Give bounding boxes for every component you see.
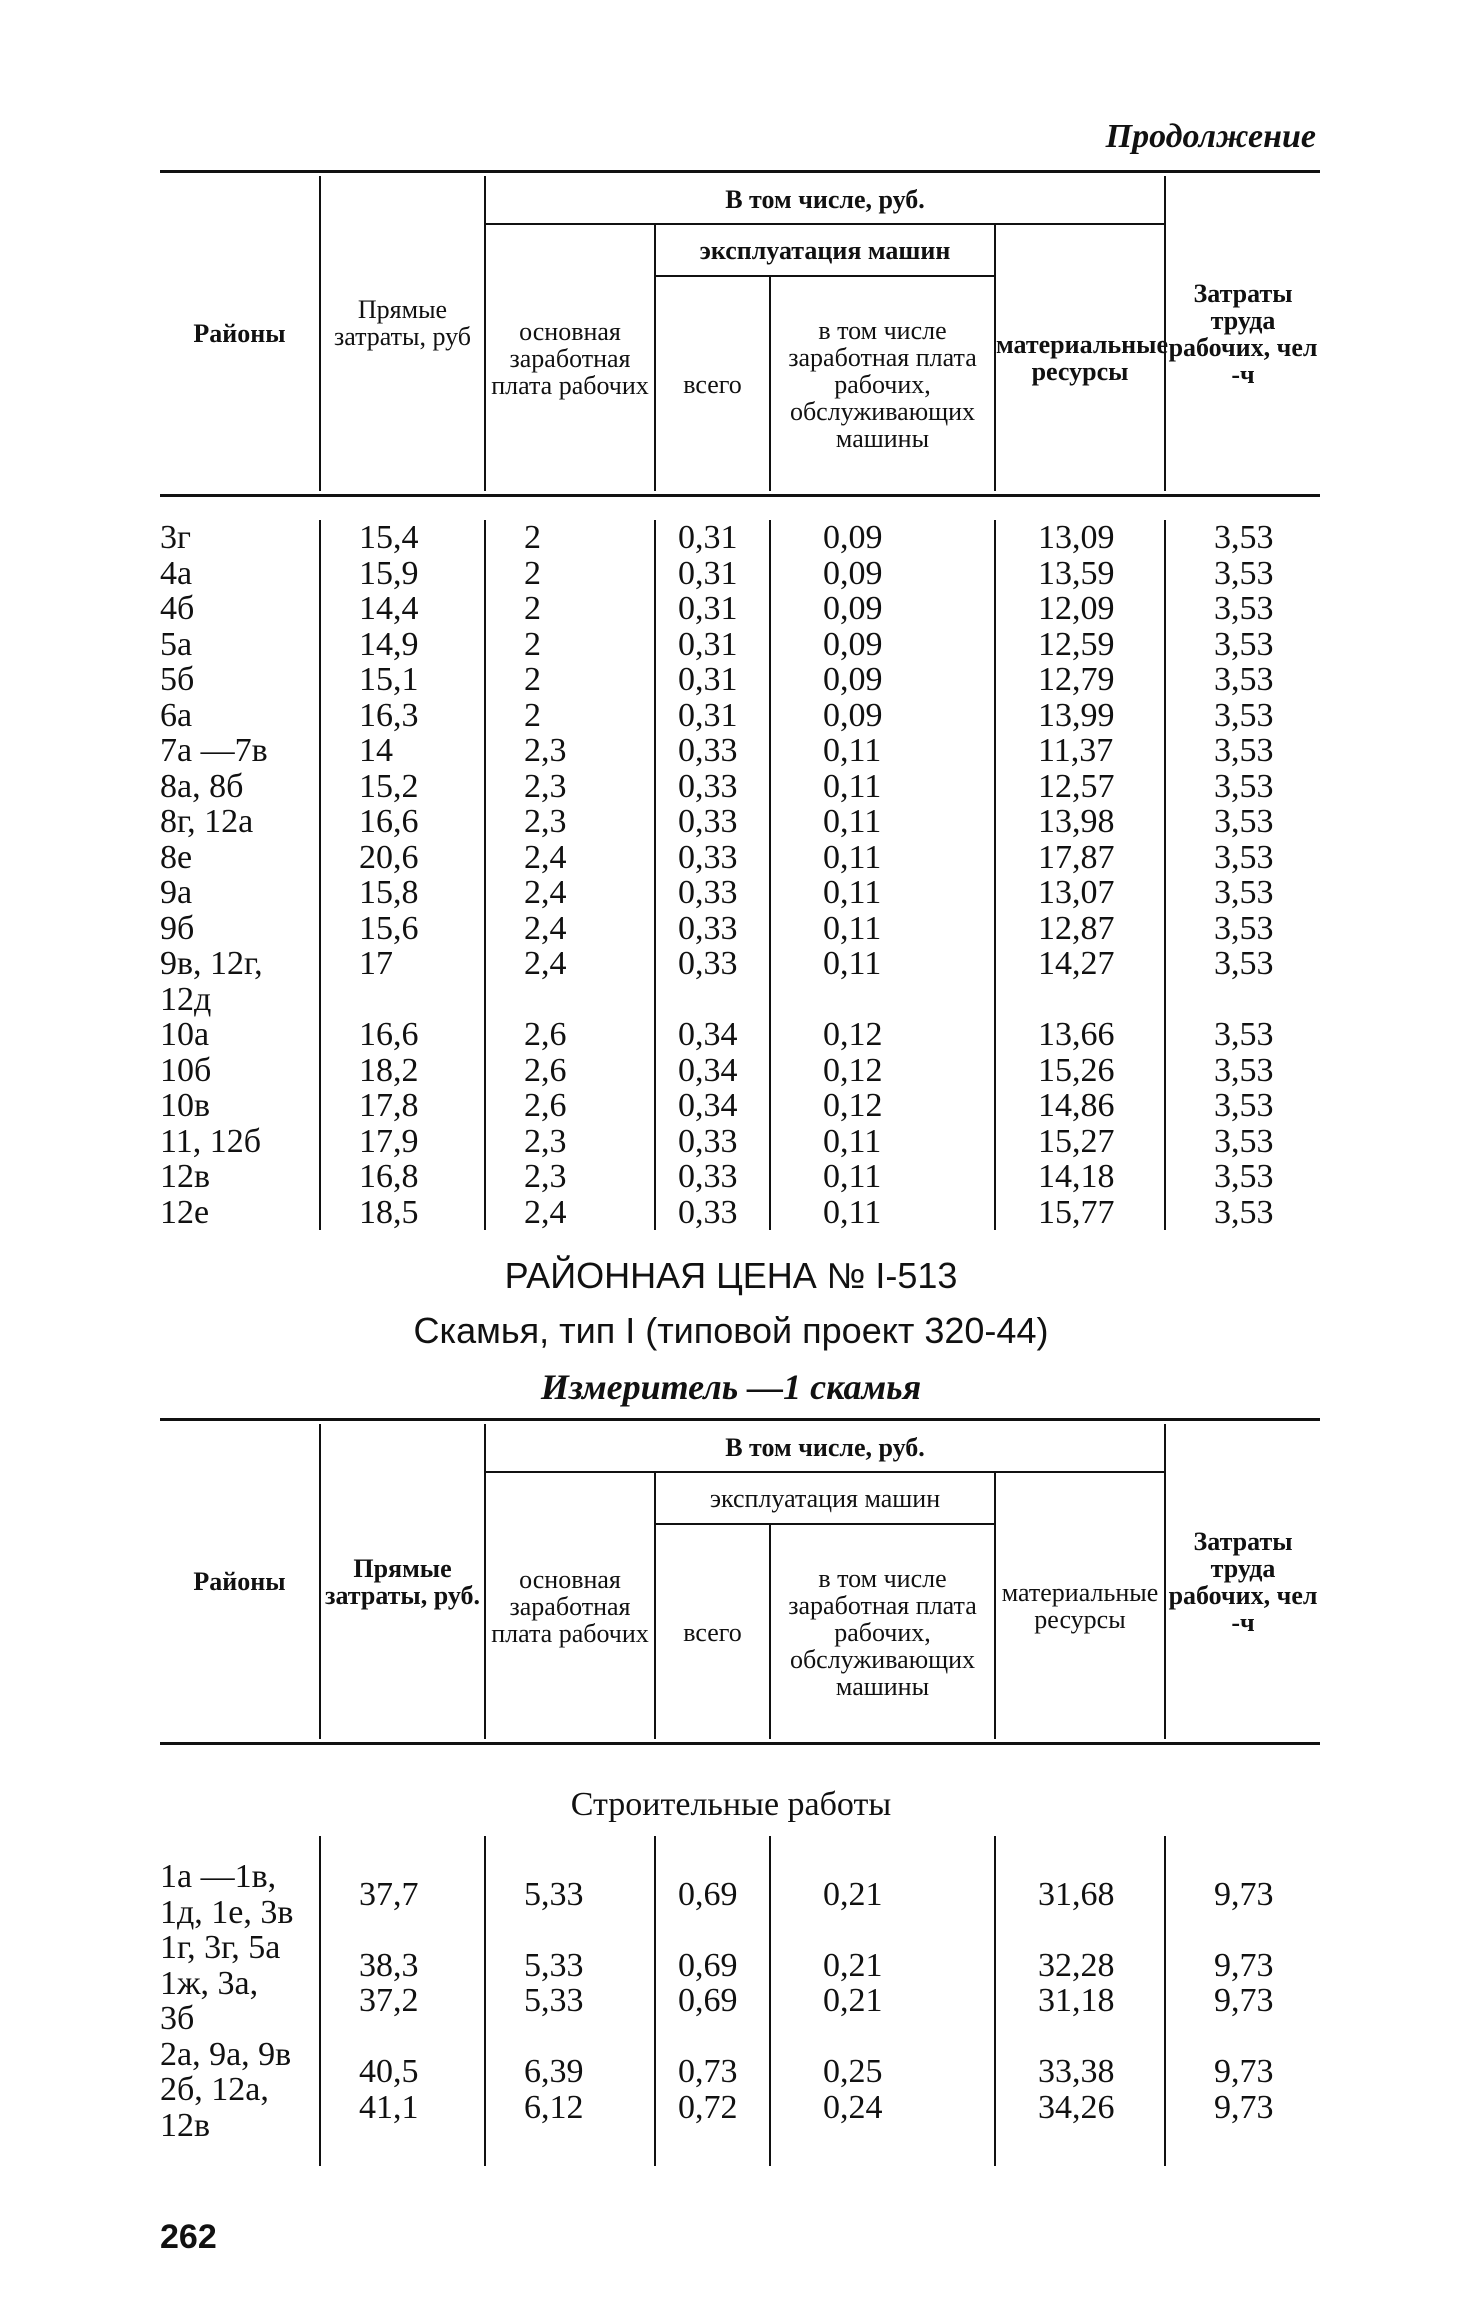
t1-mwage-cell: 0,09 (823, 625, 883, 663)
t1-labor-cell: 3,53 (1214, 767, 1274, 805)
t2-mwage-cell: 0,24 (823, 2088, 883, 2126)
t1-materials-cell: 12,57 (1038, 767, 1115, 805)
t1-direct-cell: 17,8 (359, 1087, 419, 1124)
t2-header-machine-wage: в том числе заработная плата рабочих, обслуживающих машины (770, 1524, 995, 1739)
t1-region-cell: 9б (160, 909, 195, 947)
t1-header-total: всего (655, 276, 770, 491)
t1-materials-cell: 13,59 (1038, 554, 1115, 592)
t1-total-cell: 0,34 (678, 1016, 738, 1053)
t1-materials-cell: 15,26 (1038, 1051, 1115, 1089)
t1-labor-cell: 3,53 (1214, 519, 1274, 556)
t2-header-direct-costs: Прямые затраты, руб. (320, 1424, 485, 1739)
t2-total-cell: 0,69 (678, 1982, 738, 2020)
t2-wage-cell: 5,33 (524, 1875, 584, 1913)
t1-direct-cell: 15,8 (359, 874, 419, 911)
t1-labor-cell: 3,53 (1214, 590, 1274, 627)
t1-mwage-cell: 0,09 (823, 590, 883, 627)
t2-region-cell: 12в (160, 2106, 211, 2144)
t1-materials-cell: 13,66 (1038, 1016, 1115, 1053)
t1-region-cell: 11, 12б (160, 1122, 262, 1160)
t1-direct-cell: 16,6 (359, 803, 419, 840)
t1-labor-cell: 3,53 (1214, 803, 1274, 840)
t1-labor-cell: 3,53 (1214, 1122, 1274, 1160)
t1-region-cell: 10в (160, 1087, 211, 1124)
t1-wage-cell: 2 (524, 554, 541, 592)
t1-total-cell: 0,33 (678, 1158, 738, 1195)
table1-body (160, 520, 1320, 1230)
t1-materials-cell: 17,87 (1038, 838, 1115, 876)
t2-labor-cell: 9,73 (1214, 1946, 1274, 1984)
t1-header-materials: материальные ресурсы (995, 224, 1165, 491)
t1-labor-cell: 3,53 (1214, 1016, 1274, 1053)
t1-materials-cell: 11,37 (1038, 732, 1114, 769)
t1-direct-cell: 15,1 (359, 661, 419, 698)
t2-direct-cell: 40,5 (359, 2053, 419, 2091)
t2-materials-cell: 33,38 (1038, 2053, 1115, 2091)
t2-wage-cell: 5,33 (524, 1946, 584, 1984)
t1-mwage-cell: 0,09 (823, 519, 883, 556)
t1-labor-cell: 3,53 (1214, 1051, 1274, 1089)
t1-mwage-cell: 0,09 (823, 661, 883, 698)
t1-region-cell: 8г, 12а (160, 803, 254, 840)
t1-wage-cell: 2 (524, 661, 541, 698)
t1-mwage-cell: 0,11 (823, 945, 882, 982)
t1-labor-cell: 3,53 (1214, 909, 1274, 947)
t2-region-cell: 1г, 3г, 5а (160, 1929, 281, 1966)
t2-direct-cell: 37,2 (359, 1982, 419, 2020)
t1-region-cell: 8а, 8б (160, 767, 244, 805)
t1-total-cell: 0,31 (678, 696, 738, 734)
t1-mwage-cell: 0,11 (823, 874, 882, 911)
t1-labor-cell: 3,53 (1214, 945, 1274, 982)
t1-region-cell: 8е (160, 838, 193, 876)
t1-direct-cell: 14,4 (359, 590, 419, 627)
t1-total-cell: 0,34 (678, 1051, 738, 1089)
t1-total-cell: 0,33 (678, 767, 738, 805)
t2-header-base-wage: основная заработная плата рабочих (485, 1472, 655, 1739)
t1-materials-cell: 14,27 (1038, 945, 1115, 982)
item-subtitle: Скамья, тип I (типовой проект 320-44) (413, 1310, 1049, 1351)
table2-header (160, 1424, 1320, 1739)
t2-region-cell: 1ж, 3а, (160, 1964, 259, 2002)
t1-total-cell: 0,31 (678, 661, 738, 698)
t1-materials-cell: 13,07 (1038, 874, 1115, 911)
table2-top-rule (160, 1418, 1320, 1421)
t1-mwage-cell: 0,11 (823, 838, 882, 876)
t1-region-cell: 10а (160, 1016, 210, 1053)
t1-direct-cell: 17 (359, 945, 393, 982)
section-label: Строительные работы (570, 1786, 892, 1823)
t1-materials-cell: 15,77 (1038, 1193, 1115, 1231)
t1-materials-cell: 12,59 (1038, 625, 1115, 663)
t1-wage-cell: 2,4 (524, 838, 567, 876)
t1-wage-cell: 2,4 (524, 1193, 567, 1231)
t1-materials-cell: 14,86 (1038, 1087, 1115, 1124)
t1-mwage-cell: 0,11 (823, 909, 882, 947)
t2-labor-cell: 9,73 (1214, 2053, 1274, 2091)
t1-header-labor: Затраты труда рабочих, чел -ч (1165, 176, 1320, 491)
measure-unit: Измеритель —1 скамья (540, 1367, 922, 1407)
t1-mwage-cell: 0,11 (823, 803, 882, 840)
t1-region-cell: 7а —7в (160, 732, 268, 769)
t1-materials-cell: 12,09 (1038, 590, 1115, 627)
t1-direct-cell: 16,3 (359, 696, 419, 734)
t1-labor-cell: 3,53 (1214, 1087, 1274, 1124)
t1-wage-cell: 2 (524, 625, 541, 663)
t2-labor-cell: 9,73 (1214, 2088, 1274, 2126)
t1-wage-cell: 2,3 (524, 732, 567, 769)
t1-total-cell: 0,33 (678, 838, 738, 876)
t2-header-total: всего (655, 1524, 770, 1739)
t2-region-cell: 1д, 1е, 3в (160, 1893, 294, 1931)
t1-total-cell: 0,31 (678, 519, 738, 556)
t2-materials-cell: 31,68 (1038, 1875, 1115, 1913)
t1-labor-cell: 3,53 (1214, 696, 1274, 734)
t2-mwage-cell: 0,21 (823, 1946, 883, 1984)
t1-total-cell: 0,31 (678, 590, 738, 627)
page-number: 262 (160, 2218, 217, 2256)
t1-region-cell: 9а (160, 874, 193, 911)
t2-header-materials: материальные ресурсы (995, 1472, 1165, 1739)
t2-header-regions: Районы (193, 1567, 286, 1596)
t2-region-cell: 2а, 9а, 9в (160, 2035, 292, 2073)
t1-materials-cell: 13,98 (1038, 803, 1115, 840)
t1-direct-cell: 18,2 (359, 1051, 419, 1089)
t2-mwage-cell: 0,21 (823, 1875, 883, 1913)
t1-region-cell: 6а (160, 696, 193, 734)
t2-total-cell: 0,69 (678, 1946, 738, 1984)
t1-materials-cell: 12,79 (1038, 661, 1115, 698)
t1-region-cell: 5а (160, 625, 193, 663)
t2-mwage-cell: 0,21 (823, 1982, 883, 2020)
t1-region-cell: 12в (160, 1158, 211, 1195)
t2-region-cell: 2б, 12а, (160, 2071, 269, 2108)
t1-wage-cell: 2,3 (524, 1158, 567, 1195)
t1-labor-cell: 3,53 (1214, 661, 1274, 698)
t1-total-cell: 0,31 (678, 625, 738, 663)
t2-direct-cell: 37,7 (359, 1875, 419, 1913)
t1-wage-cell: 2 (524, 590, 541, 627)
t1-direct-cell: 15,4 (359, 519, 419, 556)
t1-wage-cell: 2,6 (524, 1016, 567, 1053)
t2-total-cell: 0,69 (678, 1875, 738, 1913)
t1-mwage-cell: 0,12 (823, 1051, 883, 1089)
table2-body (160, 1836, 1320, 2166)
t2-labor-cell: 9,73 (1214, 1982, 1274, 2020)
t1-mwage-cell: 0,11 (823, 1158, 882, 1195)
t1-wage-cell: 2,4 (524, 945, 567, 982)
t1-materials-cell: 14,18 (1038, 1158, 1115, 1195)
t2-materials-cell: 31,18 (1038, 1982, 1115, 2020)
t1-region-cell: 4а (160, 554, 193, 592)
t1-materials-cell: 12,87 (1038, 909, 1115, 947)
t1-total-cell: 0,33 (678, 803, 738, 840)
t1-labor-cell: 3,53 (1214, 874, 1274, 911)
t1-mwage-cell: 0,09 (823, 554, 883, 592)
t2-header-machine-operation: эксплуатация машин (655, 1472, 995, 1524)
t2-direct-cell: 41,1 (359, 2088, 419, 2126)
t2-total-cell: 0,72 (678, 2088, 738, 2126)
t1-labor-cell: 3,53 (1214, 838, 1274, 876)
t1-header-regions: Районы (193, 319, 286, 348)
t1-total-cell: 0,31 (678, 554, 738, 592)
t1-direct-cell: 16,8 (359, 1158, 419, 1195)
t1-mwage-cell: 0,09 (823, 696, 883, 734)
table1-header (160, 176, 1320, 491)
t1-materials-cell: 15,27 (1038, 1122, 1115, 1160)
t1-direct-cell: 17,9 (359, 1122, 419, 1160)
t1-mwage-cell: 0,11 (823, 1122, 882, 1160)
t1-materials-cell: 13,09 (1038, 519, 1115, 556)
t1-direct-cell: 15,2 (359, 767, 419, 805)
t1-mwage-cell: 0,11 (823, 1193, 882, 1231)
t1-region-cell: 5б (160, 661, 195, 698)
t1-labor-cell: 3,53 (1214, 1158, 1274, 1195)
t1-direct-cell: 14,9 (359, 625, 419, 663)
t1-wage-cell: 2,6 (524, 1087, 567, 1124)
t2-wage-cell: 6,39 (524, 2053, 584, 2091)
t1-total-cell: 0,33 (678, 909, 738, 947)
t1-wage-cell: 2,6 (524, 1051, 567, 1089)
t1-labor-cell: 3,53 (1214, 554, 1274, 592)
t2-direct-cell: 38,3 (359, 1946, 419, 1984)
t2-region-cell: 3б (160, 2000, 195, 2037)
t1-direct-cell: 18,5 (359, 1193, 419, 1231)
t1-region-cell: 9в, 12г, (160, 945, 263, 982)
t1-labor-cell: 3,53 (1214, 625, 1274, 663)
t2-mwage-cell: 0,25 (823, 2053, 883, 2091)
t1-total-cell: 0,33 (678, 874, 738, 911)
table2-header-rule (160, 1742, 1320, 1745)
t1-wage-cell: 2 (524, 696, 541, 734)
t1-total-cell: 0,34 (678, 1087, 738, 1124)
t2-region-cell: 1а —1в, (160, 1858, 277, 1895)
t1-total-cell: 0,33 (678, 945, 738, 982)
t1-labor-cell: 3,53 (1214, 1193, 1274, 1231)
price-title: РАЙОННАЯ ЦЕНА № I-513 (504, 1255, 958, 1296)
table1-top-rule (160, 170, 1320, 173)
t2-materials-cell: 32,28 (1038, 1946, 1115, 1984)
t1-region-cell: 10б (160, 1051, 212, 1089)
t1-region-cell: 12д (160, 980, 212, 1018)
t2-total-cell: 0,73 (678, 2053, 738, 2091)
t1-header-machine-operation: эксплуатация машин (655, 224, 995, 276)
t1-region-cell: 12е (160, 1193, 210, 1231)
t1-header-machine-wage: в том числе заработная плата рабочих, обслуживающих машины (770, 276, 995, 491)
t1-total-cell: 0,33 (678, 1122, 738, 1160)
t1-mwage-cell: 0,11 (823, 767, 882, 805)
table1-header-rule (160, 494, 1320, 497)
t1-total-cell: 0,33 (678, 732, 738, 769)
t1-direct-cell: 14 (359, 732, 393, 769)
t1-wage-cell: 2,4 (524, 874, 567, 911)
t1-direct-cell: 20,6 (359, 838, 419, 876)
t2-header-including: В том числе, руб. (485, 1424, 1165, 1472)
t1-region-cell: 4б (160, 590, 195, 627)
t2-wage-cell: 5,33 (524, 1982, 584, 2020)
t1-wage-cell: 2,3 (524, 767, 567, 805)
t1-header-direct-costs: Прямые затраты, руб (320, 176, 485, 491)
t1-mwage-cell: 0,12 (823, 1016, 883, 1053)
t1-wage-cell: 2 (524, 519, 541, 556)
t1-mwage-cell: 0,12 (823, 1087, 883, 1124)
t1-direct-cell: 15,9 (359, 554, 419, 592)
continuation-label: Продолжение (1105, 118, 1316, 155)
t2-materials-cell: 34,26 (1038, 2088, 1115, 2126)
t1-direct-cell: 16,6 (359, 1016, 419, 1053)
t2-header-labor: Затраты труда рабочих, чел -ч (1165, 1424, 1320, 1739)
t1-wage-cell: 2,4 (524, 909, 567, 947)
t2-wage-cell: 6,12 (524, 2088, 584, 2126)
t1-wage-cell: 2,3 (524, 1122, 567, 1160)
t1-header-base-wage: основная заработная плата рабочих (485, 224, 655, 491)
t2-labor-cell: 9,73 (1214, 1875, 1274, 1913)
t1-region-cell: 3г (160, 519, 191, 556)
t1-labor-cell: 3,53 (1214, 732, 1274, 769)
t1-direct-cell: 15,6 (359, 909, 419, 947)
t1-materials-cell: 13,99 (1038, 696, 1115, 734)
t1-total-cell: 0,33 (678, 1193, 738, 1231)
t1-mwage-cell: 0,11 (823, 732, 882, 769)
t1-header-including: В том числе, руб. (485, 176, 1165, 224)
t1-wage-cell: 2,3 (524, 803, 567, 840)
